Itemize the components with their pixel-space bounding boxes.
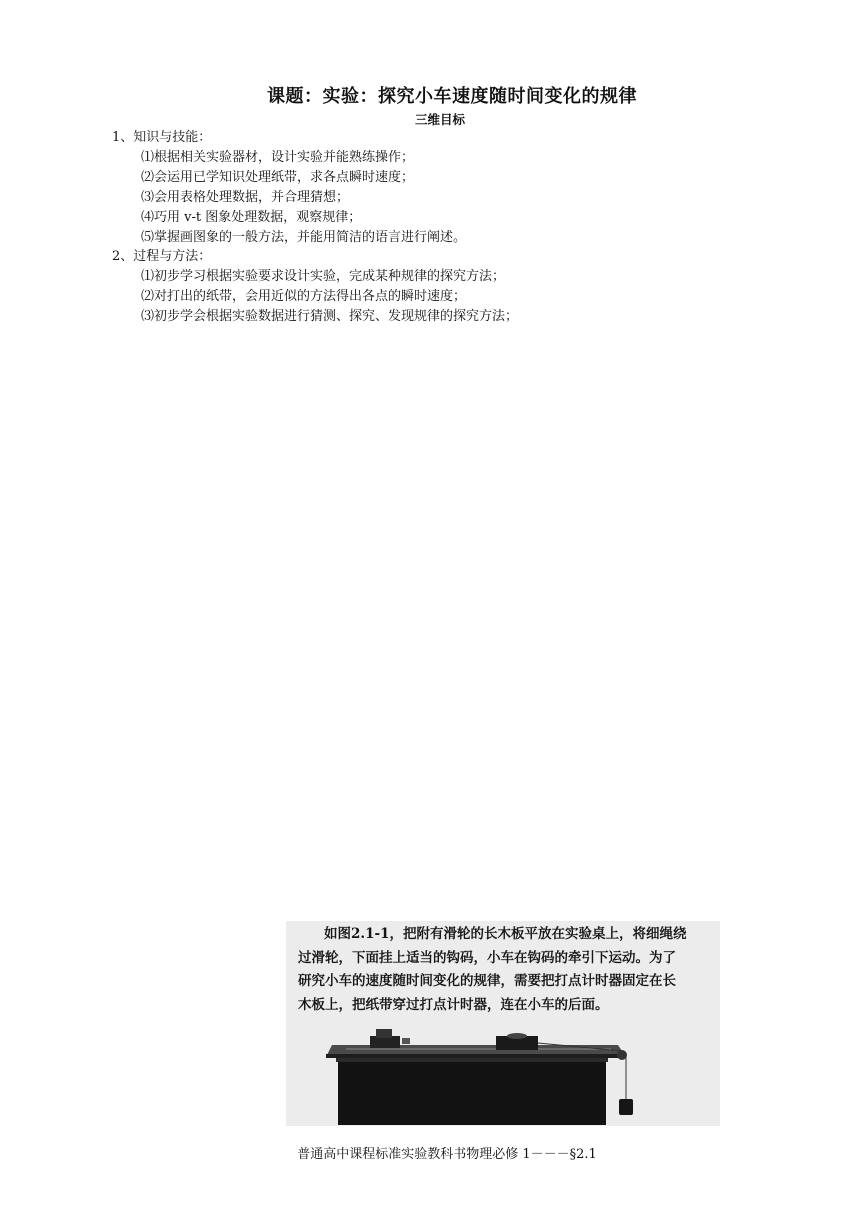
timer-clip (402, 1038, 410, 1044)
figure-caption-text (298, 923, 712, 1017)
section-heading-process-methods: 2、过程与方法： (112, 249, 212, 264)
dot-timer-top (376, 1029, 392, 1038)
page-footer: 普通高中课程标准实验教科书物理必修 1－－－§2.1 (297, 1147, 597, 1162)
hook-weight-icon (619, 1099, 633, 1115)
figure-text-line: 过滑轮，下面挂上适当的钩码，小车在钩码的牵引下运动。为了 (298, 949, 676, 966)
figure-text-line: 如图2.1-1，把附有滑轮的长木板平放在实验桌上，将细绳绕 (324, 926, 687, 942)
table-body (338, 1059, 606, 1125)
page-title: 课题：实验：探究小车速度随时间变化的规律 (267, 86, 637, 107)
list-item: ⑸掌握画图象的一般方法，并能用简洁的语言进行阐述。 (141, 230, 467, 245)
experiment-apparatus-photo (286, 1021, 720, 1126)
list-item: ⑴初步学习根据实验要求设计实验，完成某种规律的探究方法； (141, 269, 506, 284)
section-subtitle: 三维目标 (414, 112, 465, 127)
list-item: ⑷巧用 v-t 图象处理数据，观察规律； (141, 210, 362, 225)
board-edge (326, 1054, 626, 1058)
cart-weight (507, 1033, 527, 1039)
list-item: ⑵对打出的纸带，会用近似的方法得出各点的瞬时速度； (141, 289, 467, 304)
figure-text-line: 木板上，把纸带穿过打点计时器，连在小车的后面。 (298, 996, 609, 1013)
list-item: ⑵会运用已学知识处理纸带，求各点瞬时速度； (141, 170, 415, 185)
figure-text-line: 研究小车的速度随时间变化的规律，需要把打点计时器固定在长 (298, 973, 676, 989)
list-item: ⑶初步学会根据实验数据进行猜测、探究、发现规律的探究方法； (141, 309, 519, 324)
list-item: ⑶会用表格处理数据，并合理猜想； (141, 190, 350, 205)
list-item: ⑴根据相关实验器材，设计实验并能熟练操作； (141, 150, 415, 165)
textbook-excerpt-figure (286, 921, 720, 1126)
section-heading-knowledge-skills: 1、知识与技能： (112, 130, 212, 145)
